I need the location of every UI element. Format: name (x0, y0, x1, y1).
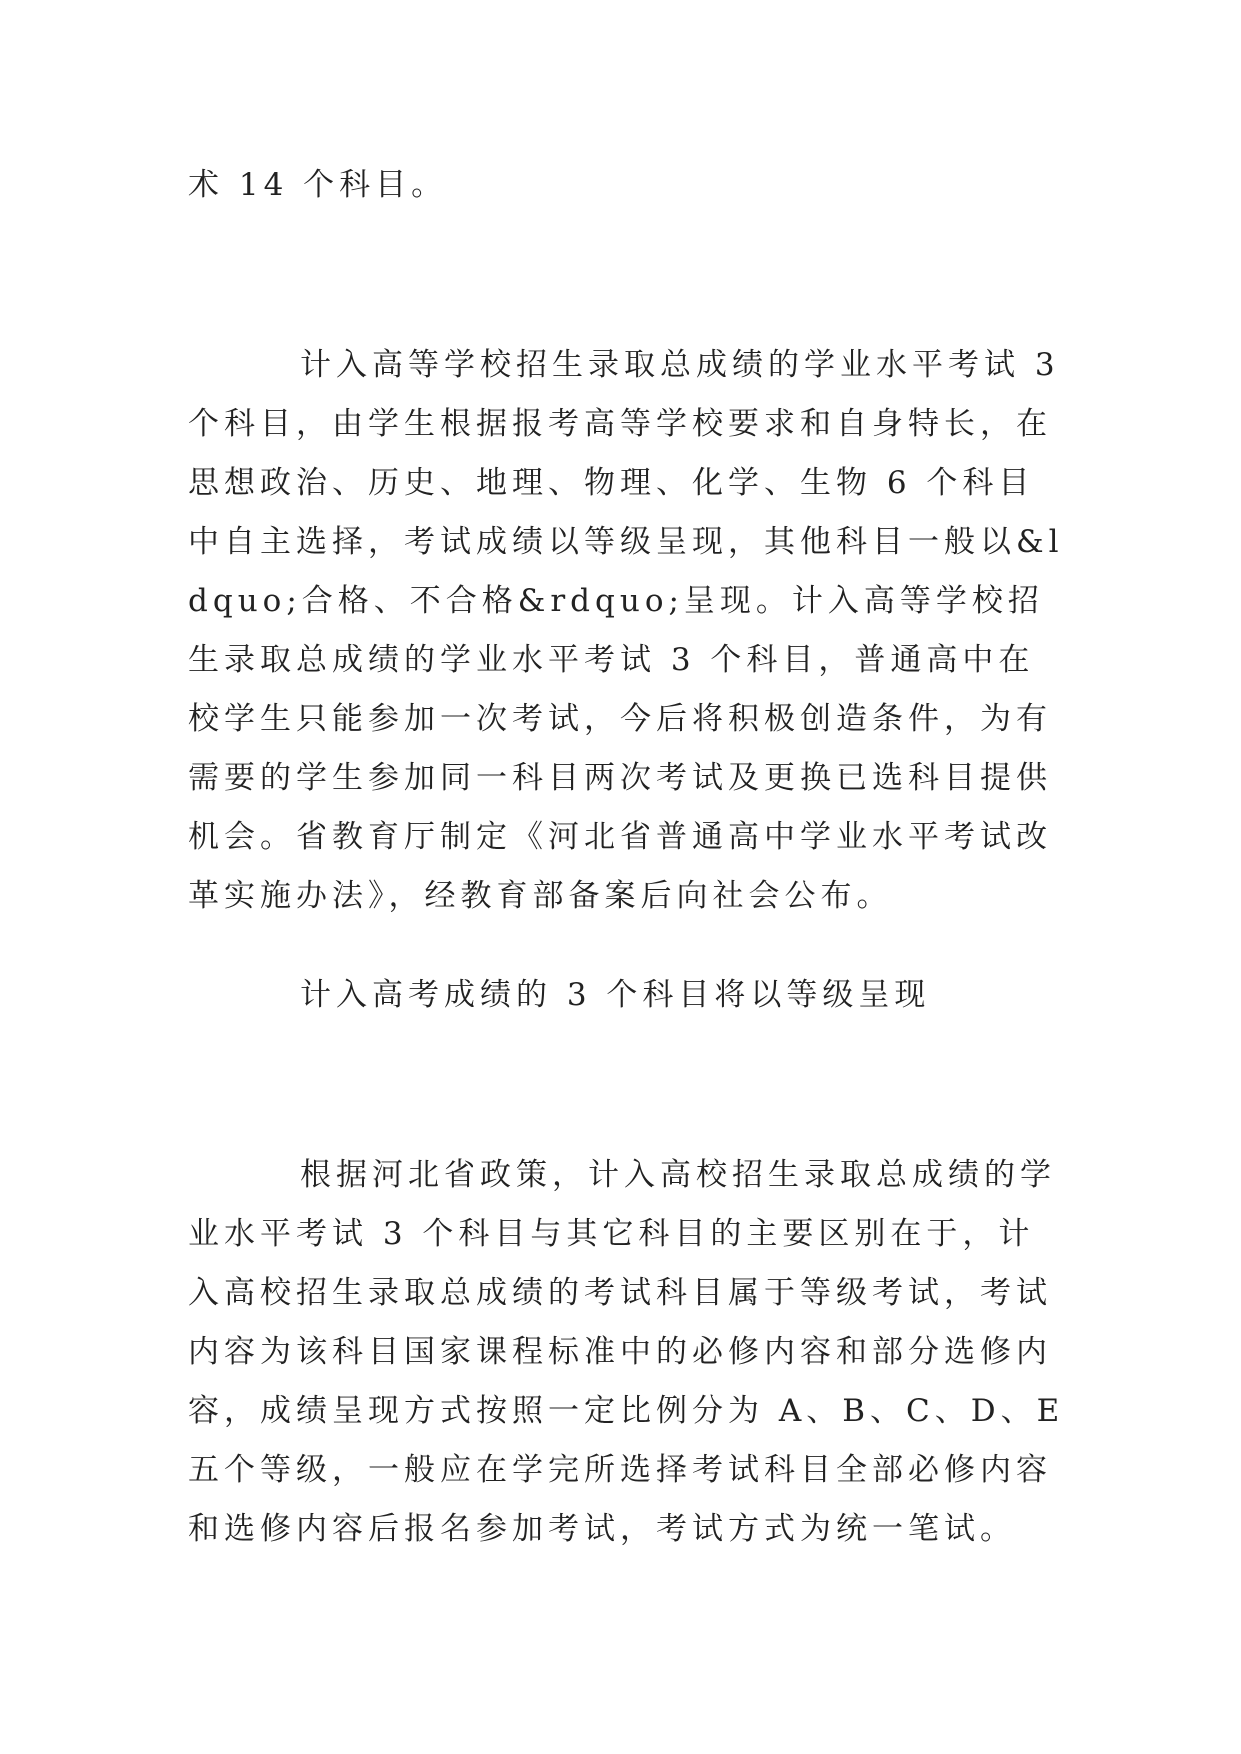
paragraph-grading-policy: 根据河北省政策，计入高校招生录取总成绩的学业水平考试 3 个科目与其它科目的主要区别在于，计入高校招生录取总成绩的考试科目属于等级考试，考试内容为该科目国家课程标准中的必修内容和部分选修内容，成绩呈现方式按照一定比例分为 A、B、C、D、E 五个等级，一般应在学完所选择考试科目全部必修内容和选修内容后报名参加考试，考试方式为统一笔试。 (188, 1157, 1065, 1547)
section-heading: 计入高考成绩的 3 个科目将以等级呈现 (300, 977, 931, 1013)
paragraph-continuation: 术 14 个科目。 (188, 167, 448, 203)
paragraph-subject-selection: 计入高等学校招生录取总成绩的学业水平考试 3 个科目，由学生根据报考高等学校要求和自身特长，在思想政治、历史、地理、物理、化学、生物 6 个科目中自主选择，考试成绩以等级呈现，其他科目一般以&ldquo;合格、不合格&rdquo;呈现。计入高等学校招生录取总成绩的学业水平考试 3 个科目，普通高中在校学生只能参加一次考试，今后将积极创造条件，为有需要的学生参加同一科目两次考试及更换已选科目提供机会。省教育厅制定《河北省普通高中学业水平考试改革实施办法》，经教育部备案后向社会公布。 (188, 347, 1064, 914)
